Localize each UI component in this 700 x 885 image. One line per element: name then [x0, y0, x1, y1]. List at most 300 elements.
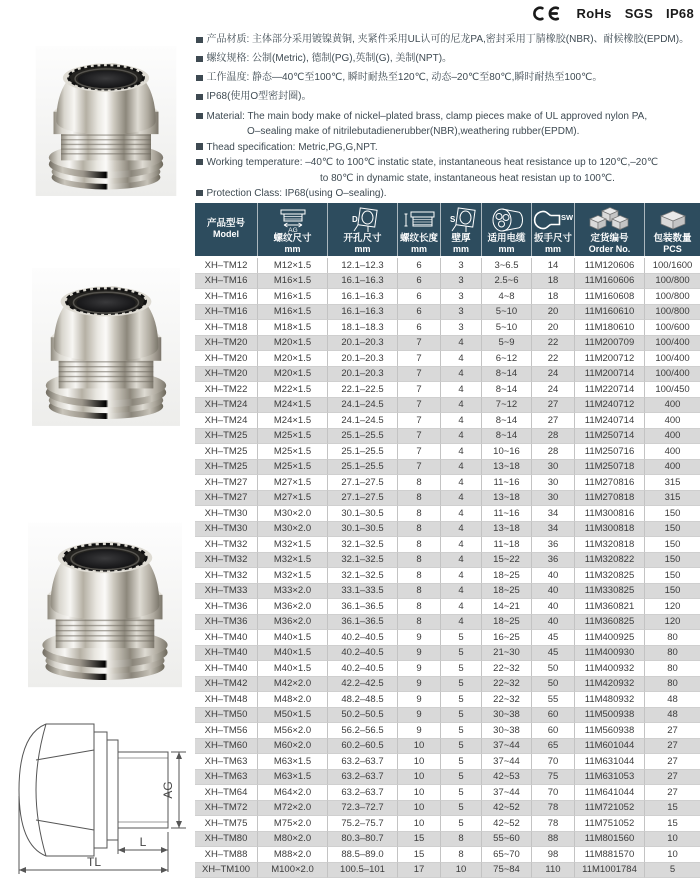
cell: 7	[398, 460, 441, 476]
cell: 50	[532, 661, 575, 677]
cell: 36	[532, 537, 575, 553]
cell: M25×1.5	[258, 460, 328, 476]
cell: M88×2.0	[258, 847, 328, 863]
cell: 60	[532, 708, 575, 724]
bullet-line	[196, 124, 698, 139]
cell: XH–TM63	[195, 770, 258, 786]
column-subtitle: Model	[213, 229, 239, 239]
cell: M42×2.0	[258, 677, 328, 693]
cell: 42~53	[482, 770, 532, 786]
cell: 100/450	[645, 382, 700, 398]
column-header-7	[575, 203, 645, 256]
bullet-line	[196, 109, 698, 124]
hole-size-d-icon	[344, 207, 382, 233]
cell: M36×2.0	[258, 599, 328, 615]
cell: 25.1–25.5	[328, 444, 398, 460]
cell: XH–TM18	[195, 320, 258, 336]
cell: 5	[441, 739, 482, 755]
cell: XH–TM20	[195, 367, 258, 383]
tl-label: TL	[86, 855, 102, 869]
cell: 8	[398, 537, 441, 553]
cell: 315	[645, 475, 700, 491]
column-title: 适用电缆	[487, 233, 526, 244]
cell: XH–TM16	[195, 289, 258, 305]
cell: 8~14	[482, 413, 532, 429]
cell: 42~52	[482, 816, 532, 832]
bullet-line	[196, 155, 698, 170]
cell: 9	[398, 723, 441, 739]
cell: M48×2.0	[258, 692, 328, 708]
product-photo-3	[28, 510, 182, 700]
product-photo-2	[32, 266, 180, 428]
column-subtitle: mm	[452, 244, 469, 254]
cell: 98	[532, 847, 575, 863]
cell: 11M801560	[575, 832, 645, 848]
cell: 36	[532, 553, 575, 569]
cell: 400	[645, 460, 700, 476]
table-body	[195, 258, 700, 878]
cell: 7	[398, 382, 441, 398]
cell: 10~16	[482, 444, 532, 460]
cell: 70	[532, 785, 575, 801]
cell: 27	[645, 754, 700, 770]
cell: 36.1–36.5	[328, 615, 398, 631]
cell: 80.3–80.7	[328, 832, 398, 848]
cell: M24×1.5	[258, 398, 328, 414]
cell: 27	[532, 413, 575, 429]
cell: 20	[532, 305, 575, 321]
table-row	[195, 274, 700, 290]
cell: XH–TM40	[195, 630, 258, 646]
column-subtitle: mm	[354, 244, 371, 254]
cell: 30~38	[482, 723, 532, 739]
cell: 9	[398, 692, 441, 708]
cell: 6	[398, 289, 441, 305]
cell: 11M200712	[575, 351, 645, 367]
cell: 150	[645, 568, 700, 584]
cell: 45	[532, 646, 575, 662]
cell: XH–TM30	[195, 522, 258, 538]
cell: 80	[645, 677, 700, 693]
cell: 36.1–36.5	[328, 599, 398, 615]
cell: M16×1.5	[258, 305, 328, 321]
cell: 27	[645, 739, 700, 755]
cell: 11M1001784	[575, 863, 645, 879]
cell: XH–TM64	[195, 785, 258, 801]
cell: 4	[441, 553, 482, 569]
cell: 5~10	[482, 305, 532, 321]
cell: XH–TM60	[195, 739, 258, 755]
cell: 34	[532, 506, 575, 522]
cell: 4	[441, 367, 482, 383]
cell: 3	[441, 305, 482, 321]
cell: 40	[532, 615, 575, 631]
table-header	[195, 203, 700, 256]
cell: 10	[441, 863, 482, 879]
bullet-square-icon	[196, 56, 203, 63]
cell: XH–TM16	[195, 274, 258, 290]
cell: M40×1.5	[258, 630, 328, 646]
column-title: 包装数量	[653, 233, 692, 244]
cell: 40	[532, 584, 575, 600]
cell: 11M240714	[575, 413, 645, 429]
cell: 5	[441, 754, 482, 770]
column-header-3	[398, 203, 441, 256]
cell: 55	[532, 692, 575, 708]
cell: 13~18	[482, 491, 532, 507]
cell: 11M300816	[575, 506, 645, 522]
rohs-label: RoHs	[576, 5, 612, 21]
cell: 11M400925	[575, 630, 645, 646]
cell: XH–TM32	[195, 553, 258, 569]
cell: 11~18	[482, 537, 532, 553]
table-row	[195, 847, 700, 863]
cell: 4	[441, 506, 482, 522]
cell: M64×2.0	[258, 785, 328, 801]
cell: 15	[645, 801, 700, 817]
column-title: 定货编号	[590, 233, 629, 244]
dimension-diagram	[6, 702, 194, 880]
cell: 78	[532, 801, 575, 817]
cell: 11M751052	[575, 816, 645, 832]
cell: 7	[398, 429, 441, 445]
cell: 27	[532, 398, 575, 414]
spec-table	[195, 203, 700, 878]
cell: 7	[398, 351, 441, 367]
cell: 50	[532, 677, 575, 693]
bullet-line	[196, 186, 698, 201]
cell: XH–TM48	[195, 692, 258, 708]
cell: 63.2–63.7	[328, 785, 398, 801]
cell: M40×1.5	[258, 661, 328, 677]
cell: 8	[398, 599, 441, 615]
cell: 11M180610	[575, 320, 645, 336]
bullet-text: to 80℃ in dynamic state, instantaneous heat resistan up to 100℃.	[320, 172, 615, 184]
cell: 16~25	[482, 630, 532, 646]
column-subtitle: PCS	[663, 244, 682, 254]
cell: 11M300818	[575, 522, 645, 538]
cell: 30	[532, 491, 575, 507]
column-title: 螺纹尺寸	[273, 233, 312, 244]
cell: 10	[645, 832, 700, 848]
table-row	[195, 460, 700, 476]
cell: 30~38	[482, 708, 532, 724]
cell: 9	[398, 646, 441, 662]
cell: 100/800	[645, 305, 700, 321]
cell: 8	[398, 584, 441, 600]
table-row	[195, 382, 700, 398]
cell: 5	[441, 723, 482, 739]
cell: 65~70	[482, 847, 532, 863]
cell: 100/800	[645, 274, 700, 290]
cell: 100/600	[645, 320, 700, 336]
cell: M16×1.5	[258, 274, 328, 290]
cell: 4	[441, 537, 482, 553]
cell: XH–TM27	[195, 475, 258, 491]
cell: 13~18	[482, 522, 532, 538]
cell: 11M601044	[575, 739, 645, 755]
cell: 24	[532, 382, 575, 398]
cell: 30.1–30.5	[328, 506, 398, 522]
cell: 8	[441, 847, 482, 863]
column-subtitle: mm	[544, 244, 561, 254]
bullet-square-icon	[196, 94, 203, 101]
cell: M56×2.0	[258, 723, 328, 739]
cell: 88	[532, 832, 575, 848]
bullet-text: O–sealing make of nitrilebutadienerubber(NBR),weathering rubber(EPDM).	[247, 126, 580, 138]
cell: M72×2.0	[258, 801, 328, 817]
cell: 40.2–40.5	[328, 646, 398, 662]
cell: 75.2–75.7	[328, 816, 398, 832]
cell: 11M641044	[575, 785, 645, 801]
cell: 7	[398, 367, 441, 383]
cell: 4	[441, 336, 482, 352]
cell: 48.2–48.5	[328, 692, 398, 708]
table-row	[195, 723, 700, 739]
table-row	[195, 754, 700, 770]
bullet-line	[196, 140, 698, 155]
table-row	[195, 692, 700, 708]
cell: XH–TM22	[195, 382, 258, 398]
cell: XH–TM27	[195, 491, 258, 507]
thread-size-ag-icon	[274, 207, 312, 233]
cell: 150	[645, 584, 700, 600]
cell: 48	[645, 692, 700, 708]
cell: M16×1.5	[258, 289, 328, 305]
bullet-text: Thead specification: Metric,PG,G,NPT.	[206, 141, 378, 153]
product-photo-1	[32, 46, 180, 196]
cell: 11M270816	[575, 475, 645, 491]
cell: 15~22	[482, 553, 532, 569]
cell: 4	[441, 599, 482, 615]
cell: 11M400930	[575, 646, 645, 662]
column-header-0	[195, 203, 258, 256]
cell: 70	[532, 754, 575, 770]
bullet-line	[196, 171, 698, 186]
table-row	[195, 661, 700, 677]
cell: XH–TM30	[195, 506, 258, 522]
column-title: 扳手尺寸	[533, 233, 572, 244]
cell: 6	[398, 320, 441, 336]
cell: 9	[398, 630, 441, 646]
cell: 65	[532, 739, 575, 755]
table-row	[195, 615, 700, 631]
table-row	[195, 568, 700, 584]
cell: 5	[441, 661, 482, 677]
cell: 400	[645, 398, 700, 414]
cell: 6	[398, 274, 441, 290]
cell: 60.2–60.5	[328, 739, 398, 755]
cell: 16.1–16.3	[328, 289, 398, 305]
cell: 37~44	[482, 739, 532, 755]
cell: 24.1–24.5	[328, 413, 398, 429]
table-row	[195, 785, 700, 801]
table-row	[195, 537, 700, 553]
cell: 10	[398, 801, 441, 817]
cell: 63.2–63.7	[328, 754, 398, 770]
table-row	[195, 832, 700, 848]
cell: 5	[645, 863, 700, 879]
cell: XH–TM75	[195, 816, 258, 832]
cell: XH–TM16	[195, 305, 258, 321]
column-subtitle: Order No.	[588, 244, 631, 254]
ip68-label: IP68	[666, 5, 694, 21]
cell: M32×1.5	[258, 553, 328, 569]
cell: 9	[398, 677, 441, 693]
ce-mark-icon	[530, 5, 564, 22]
table-row	[195, 367, 700, 383]
cell: 100/800	[645, 289, 700, 305]
cell: M20×1.5	[258, 336, 328, 352]
cell: 11M160606	[575, 274, 645, 290]
cell: 14~21	[482, 599, 532, 615]
table-row	[195, 336, 700, 352]
cell: XH–TM50	[195, 708, 258, 724]
cell: 75~84	[482, 863, 532, 879]
cell: XH–TM25	[195, 444, 258, 460]
cell: 12.1–12.3	[328, 258, 398, 274]
cell: 11M250716	[575, 444, 645, 460]
cell: 4	[441, 460, 482, 476]
cell: 11M360825	[575, 615, 645, 631]
cell: 11M160608	[575, 289, 645, 305]
svg-text:AG: AG	[287, 227, 298, 233]
cell: 7~12	[482, 398, 532, 414]
wall-thickness-s-icon	[442, 207, 480, 233]
column-title: 产品型号	[206, 218, 245, 229]
cell: 400	[645, 413, 700, 429]
cell: 10	[398, 770, 441, 786]
cell: 5	[441, 692, 482, 708]
bullet-line	[196, 33, 698, 47]
cell: 150	[645, 506, 700, 522]
cell: 34	[532, 522, 575, 538]
cell: 27	[645, 723, 700, 739]
bullet-text: 螺纹规格: 公制(Metric), 德制(PG),英制(G), 美制(NPT)。	[206, 53, 453, 64]
cell: XH–TM56	[195, 723, 258, 739]
cell: 24.1–24.5	[328, 398, 398, 414]
carton-icon	[653, 207, 693, 233]
column-header-4	[441, 203, 482, 256]
bullet-square-icon	[196, 75, 203, 82]
table-row	[195, 413, 700, 429]
cell: 42.2–42.5	[328, 677, 398, 693]
cell: 7	[398, 444, 441, 460]
cell: XH–TM24	[195, 398, 258, 414]
cell: M25×1.5	[258, 444, 328, 460]
cable-icon	[488, 207, 526, 233]
carton-stack-icon	[585, 207, 635, 233]
column-header-8	[645, 203, 700, 256]
bullet-square-icon	[196, 190, 203, 197]
cell: 25.1–25.5	[328, 429, 398, 445]
cell: 6	[398, 305, 441, 321]
cell: 40	[532, 599, 575, 615]
cell: 4	[441, 568, 482, 584]
cell: 8~14	[482, 429, 532, 445]
cell: 5	[441, 677, 482, 693]
cell: M32×1.5	[258, 568, 328, 584]
cell: 3	[441, 258, 482, 274]
cell: M50×1.5	[258, 708, 328, 724]
cell: 5	[441, 770, 482, 786]
cell: 30.1–30.5	[328, 522, 398, 538]
cell: 20.1–20.3	[328, 351, 398, 367]
cell: 4	[441, 444, 482, 460]
cell: 11M500938	[575, 708, 645, 724]
cell: 100/400	[645, 336, 700, 352]
cell: 56.2–56.5	[328, 723, 398, 739]
cell: 22~32	[482, 661, 532, 677]
cell: 50.2–50.5	[328, 708, 398, 724]
svg-text:S: S	[450, 215, 456, 224]
column-subtitle: mm	[410, 244, 427, 254]
cell: 4	[441, 429, 482, 445]
cell: 80	[645, 630, 700, 646]
cell: 18~25	[482, 615, 532, 631]
column-header-5	[482, 203, 532, 256]
cell: 4~8	[482, 289, 532, 305]
cell: 8	[441, 832, 482, 848]
cell: 18~25	[482, 568, 532, 584]
cell: 100/400	[645, 367, 700, 383]
cell: M27×1.5	[258, 475, 328, 491]
column-title: 开孔尺寸	[343, 233, 382, 244]
cell: 20	[532, 320, 575, 336]
cell: XH–TM25	[195, 429, 258, 445]
cell: 4	[441, 475, 482, 491]
cell: XH–TM25	[195, 460, 258, 476]
cell: 11M320825	[575, 568, 645, 584]
cell: M75×2.0	[258, 816, 328, 832]
svg-text:SW: SW	[561, 213, 574, 222]
cell: 3	[441, 289, 482, 305]
bullet-square-icon	[196, 159, 203, 166]
ag-label: AG	[161, 781, 175, 799]
cell: 11M220714	[575, 382, 645, 398]
cell: 88.5–89.0	[328, 847, 398, 863]
cell: XH–TM32	[195, 537, 258, 553]
cell: 37~44	[482, 785, 532, 801]
table-row	[195, 351, 700, 367]
cell: 5~10	[482, 320, 532, 336]
cell: 8	[398, 475, 441, 491]
cell: 11M881570	[575, 847, 645, 863]
cell: 8	[398, 506, 441, 522]
thread-length-icon	[400, 207, 438, 233]
cell: M60×2.0	[258, 739, 328, 755]
cell: 10	[398, 739, 441, 755]
cell: 7	[398, 336, 441, 352]
cell: 6	[398, 258, 441, 274]
cell: 11~16	[482, 506, 532, 522]
cell: XH–TM36	[195, 615, 258, 631]
cell: 15	[398, 847, 441, 863]
bullet-text: IP68(使用O型密封圈)。	[206, 91, 312, 102]
cell: 27.1–27.5	[328, 475, 398, 491]
cell: 11~16	[482, 475, 532, 491]
cell: 8	[398, 491, 441, 507]
table-row	[195, 816, 700, 832]
cell: 8	[398, 522, 441, 538]
cell: 120	[645, 599, 700, 615]
table-row	[195, 630, 700, 646]
cell: 18.1–18.3	[328, 320, 398, 336]
cell: 9	[398, 708, 441, 724]
cell: 6~12	[482, 351, 532, 367]
column-title: 壁厚	[451, 233, 471, 244]
cell: 22	[532, 351, 575, 367]
